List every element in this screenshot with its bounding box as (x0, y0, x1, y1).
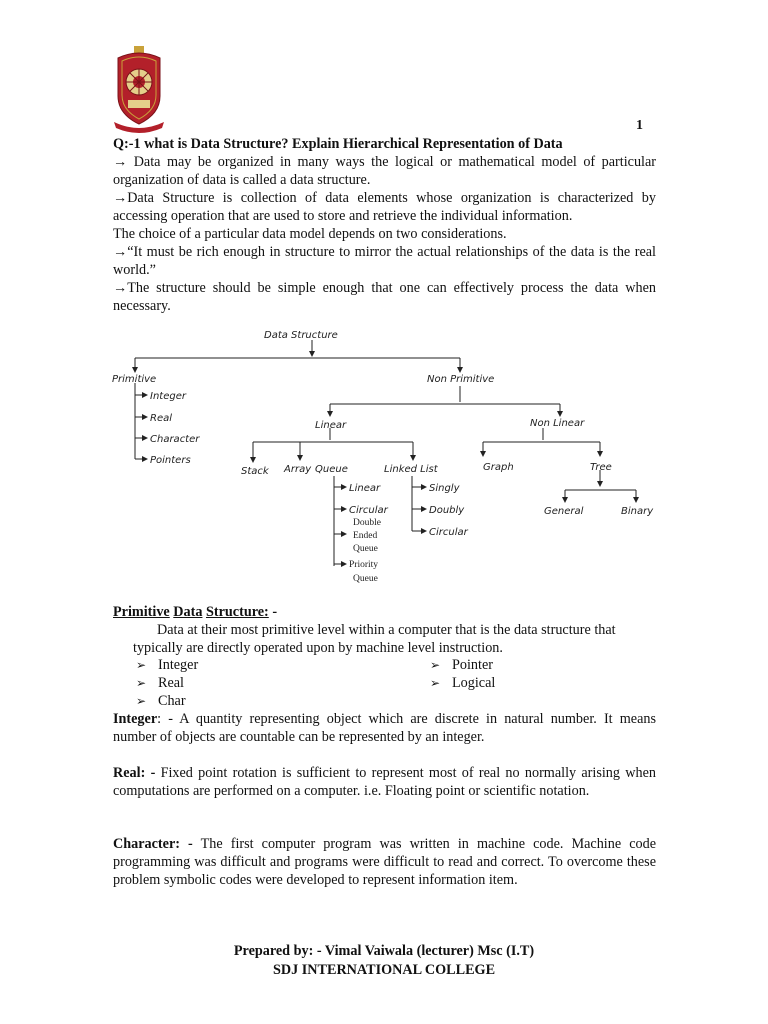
node-double-ended-queue-1: Double (353, 518, 381, 528)
node-circular-list: Circular (429, 527, 468, 538)
definition-integer: Integer: - A quantity representing object which are discrete in natural number. It means number of objects are countable can be represented by an integer. (113, 711, 656, 745)
primitive-intro: Data at their most primitive level within a computer that is the data structure that typically are directly operated upon by machine level instruction. (133, 622, 616, 656)
node-double-ended-queue-2: Ended (353, 531, 378, 541)
node-primitive: Primitive (112, 374, 157, 385)
bullet-arrow-icon: ➢ (136, 658, 147, 672)
footer (0, 942, 768, 980)
node-general: General (544, 506, 584, 517)
bullet-item: ➢ Char (136, 693, 186, 709)
node-priority-queue-2: Queue (353, 574, 378, 584)
paragraph-4: →“It must be rich enough in structure to mirror the actual relationships of the data is the real world.” (113, 244, 656, 278)
primitive-heading: Primitive Data Structure: - (113, 604, 278, 620)
node-real: Real (150, 413, 173, 424)
bullet-arrow-icon: ➢ (136, 676, 147, 690)
arrow-icon: → (113, 244, 128, 260)
definition-character: Character: - The first computer program was written in machine code. Machine code programming was difficult and programs were difficult to read and correct. To overcome these problem symbolic codes were developed to represent information item. (113, 836, 656, 888)
node-graph: Graph (483, 462, 514, 473)
node-non-primitive: Non Primitive (427, 374, 495, 385)
arrow-icon: → (113, 280, 128, 296)
intro-paragraphs (113, 153, 656, 315)
bullet-arrow-icon: ➢ (430, 676, 441, 690)
bullet-item: ➢ Logical (430, 675, 496, 691)
node-binary: Binary (621, 506, 654, 517)
bullet-list-left (136, 656, 198, 710)
paragraph-1: → Data may be organized in many ways the logical or mathematical model of particular organization of data is called a data structure. (113, 154, 656, 188)
node-tree: Tree (590, 462, 612, 473)
node-non-linear: Non Linear (530, 418, 585, 429)
bullet-item: ➢ Real (136, 675, 184, 691)
data-structure-hierarchy-diagram (100, 320, 670, 592)
arrow-icon: → (113, 154, 128, 170)
node-double-ended-queue-3: Queue (353, 544, 378, 554)
bullet-arrow-icon: ➢ (136, 694, 147, 708)
node-stack: Stack (241, 466, 269, 477)
node-integer: Integer (150, 391, 186, 402)
node-linked-list: Linked List (384, 464, 438, 475)
paragraph-2: →Data Structure is collection of data elements whose organization is characterized by accessing operation that are used to store and retrieve the individual information. (113, 190, 656, 224)
bullet-item: ➢ Pointer (430, 657, 493, 673)
node-doubly: Doubly (429, 505, 465, 516)
bullet-arrow-icon: ➢ (430, 658, 441, 672)
node-priority-queue-1: Priority (349, 560, 379, 570)
arrow-icon: → (113, 190, 128, 206)
node-linear-queue: Linear (349, 483, 381, 494)
footer-college: SDJ INTERNATIONAL COLLEGE (272, 962, 496, 978)
bullet-item: ➢ Integer (136, 657, 199, 673)
page-number: 1 (636, 118, 643, 133)
definition-real: Real: - Fixed point rotation is sufficient to represent most of real no normally arising when computations are performed on a computer. i.e. Floating point or scientific notation. (113, 765, 656, 799)
paragraph-3: The choice of a particular data model depends on two considerations. (113, 226, 507, 242)
question-title: Q:-1 what is Data Structure? Explain Hierarchical Representation of Data (113, 136, 563, 152)
college-seal-logo (108, 44, 170, 136)
node-pointers: Pointers (150, 455, 191, 466)
node-singly: Singly (429, 483, 460, 494)
node-character: Character (150, 434, 200, 445)
node-linear: Linear (315, 420, 347, 431)
node-circular-queue: Circular (349, 505, 388, 516)
bullet-list-right (430, 656, 495, 692)
paragraph-5: →The structure should be simple enough that one can effectively process the data when necessary. (113, 280, 656, 314)
node-queue: Queue (315, 464, 348, 475)
node-data-structure: Data Structure (264, 330, 338, 341)
node-array: Array (284, 464, 312, 475)
footer-prepared-by: Prepared by: - Vimal Vaiwala (lecturer) Msc (I.T) (233, 943, 535, 959)
